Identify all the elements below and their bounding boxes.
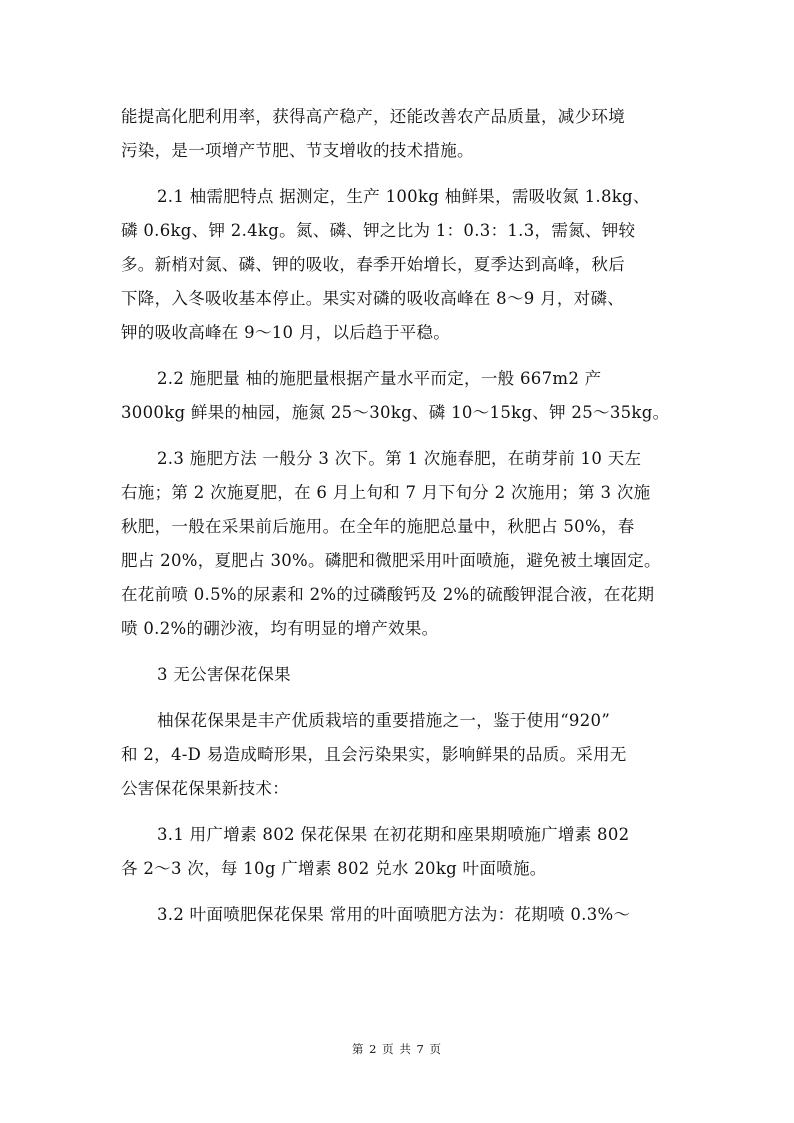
page-footer — [0, 1040, 794, 1058]
text-line: 喷 0.2%的硼沙液，均有明显的增产效果。 — [121, 619, 439, 638]
text-line: 秋肥，一般在采果前后施用。在全年的施肥总量中，秋肥占 50%，春 — [121, 517, 635, 536]
section-2-3-heading-line: 2.3 施肥方法 一般分 3 次下。第 1 次施春肥，在萌芽前 10 天左 — [157, 449, 642, 468]
page-number-label: 第 2 页 共 7 页 — [352, 1042, 442, 1056]
text-line: 磷 0.6kg、钾 2.4kg。氮、磷、钾之比为 1：0.3：1.3，需氮、钾较 — [121, 221, 636, 240]
text-line: 各 2～3 次，每 10g 广增素 802 兑水 20kg 叶面喷施。 — [121, 859, 547, 878]
text-line: 钾的吸收高峰在 9～10 月，以后趋于平稳。 — [121, 323, 451, 342]
text-line: 右施；第 2 次施夏肥，在 6 月上旬和 7 月下旬分 2 次施用；第 3 次施 — [121, 483, 651, 502]
text-line: 公害保花保果新技术： — [121, 779, 289, 798]
body-text — [121, 100, 681, 932]
text-line: 多。新梢对氮、磷、钾的吸收，春季开始增长，夏季达到高峰，秋后 — [121, 255, 625, 274]
section-3-intro-line: 柚保花保果是丰产优质栽培的重要措施之一，鉴于使用“920” — [157, 711, 611, 730]
text-line: 肥占 20%，夏肥占 30%。磷肥和微肥采用叶面喷施，避免被土壤固定。 — [121, 551, 661, 570]
text-line: 下降，入冬吸收基本停止。果实对磷的吸收高峰在 8～9 月，对磷、 — [121, 289, 625, 308]
text-line: 和 2，4-D 易造成畸形果，且会污染果实，影响鲜果的品质。采用无 — [121, 745, 627, 764]
section-3-2-heading-line: 3.2 叶面喷肥保花保果 常用的叶面喷肥方法为：花期喷 0.3%～ — [157, 905, 631, 924]
section-2-1-heading-line: 2.1 柚需肥特点 据测定，生产 100kg 柚鲜果，需吸收氮 1.8kg、 — [157, 187, 650, 206]
section-2-2-heading-line: 2.2 施肥量 柚的施肥量根据产量水平而定，一般 667m2 产 — [157, 369, 602, 388]
text-line: 在花前喷 0.5%的尿素和 2%的过磷酸钙及 2%的硫酸钾混合液，在花期 — [121, 585, 655, 604]
section-3-1-heading-line: 3.1 用广增素 802 保花保果 在初花期和座果期喷施广增素 802 — [157, 825, 630, 844]
text-line: 3000kg 鲜果的柚园，施氮 25～30kg、磷 10～15kg、钾 25～35kg。 — [121, 403, 670, 422]
section-3-heading: 3 无公害保花保果 — [157, 665, 291, 684]
text-line: 能提高化肥利用率，获得高产稳产，还能改善农产品质量，减少环境 — [121, 107, 625, 126]
text-line: 污染，是一项增产节肥、节支增收的技术措施。 — [121, 141, 474, 160]
